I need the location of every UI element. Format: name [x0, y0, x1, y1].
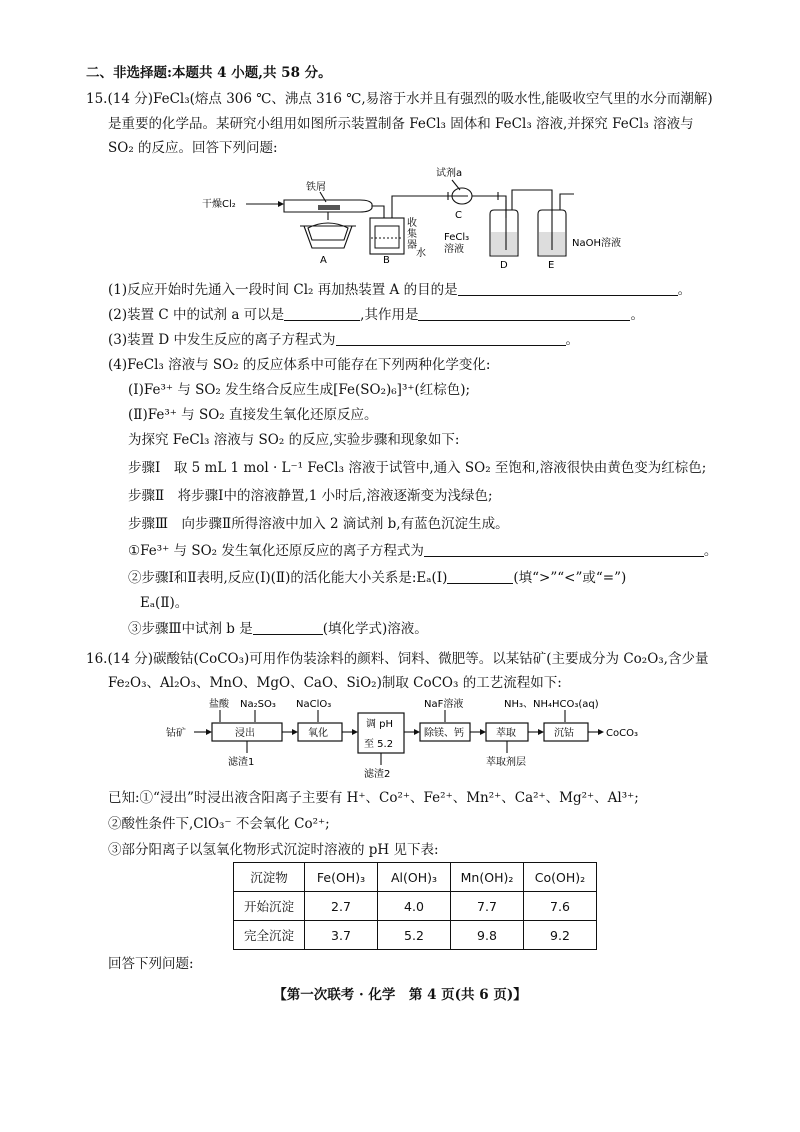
- answer-blank-2a[interactable]: [284, 306, 360, 321]
- q15-stem-line1: 15.(14 分)FeCl₃(熔点 306 ℃、沸点 316 ℃,易溶于水并且有强烈的吸水性,能吸收空气里的水分而潮解): [86, 91, 713, 107]
- flow-leach: 浸出: [235, 728, 255, 739]
- dry-cl2-label: 干燥Cl₂: [202, 199, 236, 210]
- q15-part4: (4)FeCl₃ 溶液与 SO₂ 的反应体系中可能存在下列两种化学变化:: [108, 357, 491, 373]
- table-cell: 9.2: [524, 921, 597, 950]
- table-cell: 9.8: [451, 921, 524, 950]
- reagent-a-label: 试剂a: [436, 168, 463, 179]
- q15-sub3-text-a: ③步骤Ⅲ中试剂 b 是: [128, 621, 253, 637]
- q15-part4-reaction-i: (Ⅰ)Fe³⁺ 与 SO₂ 发生络合反应生成[Fe(SO₂)₆]³⁺(红棕色);: [128, 382, 471, 398]
- q15-part2-text-a: (2)装置 C 中的试剂 a 可以是: [108, 307, 285, 323]
- q15-sub1: [128, 542, 717, 560]
- q15-part2-text-b: ,其作用是: [360, 307, 419, 323]
- flow-oxidize: 氧化: [308, 728, 328, 739]
- step-2: 步骤Ⅱ 将步骤Ⅰ中的溶液静置,1 小时后,溶液逐渐变为浅绿色;: [128, 488, 493, 504]
- table-row: [234, 921, 597, 950]
- collector-label-2: 集: [407, 229, 417, 240]
- naoh-solution-label: NaOH溶液: [572, 238, 621, 249]
- table-cell: 沉淀物: [234, 863, 305, 892]
- flow-remove: 除镁、钙: [424, 728, 464, 739]
- label-e: E: [548, 260, 555, 271]
- section-title: 二、非选择题:本题共 4 小题,共 58 分。: [86, 65, 332, 81]
- q15-part3-text: (3)装置 D 中发生反应的离子方程式为: [108, 332, 336, 348]
- answer-blank-3[interactable]: [336, 331, 566, 346]
- q16-stem-line1: 16.(14 分)碳酸钴(CoCO₃)可用作伪装涂料的颜料、饲料、微肥等。以某钴矿(主要成分为 Co₂O₃,含少量: [86, 651, 709, 667]
- flow-extractant: 萃取剂层: [486, 757, 526, 768]
- q16-known-2: ②酸性条件下,ClO₃⁻ 不会氧化 Co²⁺;: [108, 816, 330, 832]
- table-cell: 3.7: [305, 921, 378, 950]
- table-cell: Al(OH)₃: [378, 863, 451, 892]
- q15-part2: [108, 306, 644, 324]
- flow-residue2: 滤渣2: [364, 769, 391, 780]
- flow-ph1: 调 pH: [366, 719, 394, 730]
- answer-blank-sub1[interactable]: [424, 542, 704, 557]
- fecl3-solution-label-1: FeCl₃: [444, 232, 470, 243]
- collector-label-1: 收: [407, 218, 417, 229]
- q15-sub2-text-a: ②步骤Ⅰ和Ⅱ表明,反应(Ⅰ)(Ⅱ)的活化能大小关系是:Eₐ(Ⅰ): [128, 570, 448, 586]
- answer-blank-1[interactable]: [458, 281, 678, 296]
- iron-filings-label: 铁屑: [306, 182, 326, 193]
- flow-extract: 萃取: [496, 728, 516, 739]
- q15-part4-reaction-ii: (Ⅱ)Fe³⁺ 与 SO₂ 直接发生氧化还原反应。: [128, 407, 378, 423]
- table-cell: 开始沉淀: [234, 892, 305, 921]
- flow-product: CoCO₃: [606, 728, 638, 739]
- q15-part3-period: 。: [565, 332, 580, 348]
- flow-ph2: 至 5.2: [364, 739, 394, 750]
- q15-part4-intro: 为探究 FeCl₃ 溶液与 SO₂ 的反应,实验步骤和现象如下:: [128, 432, 460, 448]
- label-a: A: [320, 255, 327, 266]
- table-cell: Mn(OH)₂: [451, 863, 524, 892]
- label-c: C: [455, 210, 462, 221]
- table-cell: 完全沉淀: [234, 921, 305, 950]
- q15-sub1-text: ①Fe³⁺ 与 SO₂ 发生氧化还原反应的离子方程式为: [128, 543, 424, 559]
- flow-naclo3: NaClO₃: [296, 699, 332, 710]
- table-cell: 7.6: [524, 892, 597, 921]
- answer-blank-sub3[interactable]: [253, 620, 323, 635]
- q15-sub2-cont: Eₐ(Ⅱ)。: [140, 595, 189, 611]
- q16-stem-line2: Fe₂O₃、Al₂O₃、MnO、MgO、CaO、SiO₂)制取 CoCO₃ 的工艺流程如下:: [108, 675, 562, 691]
- table-cell: Co(OH)₂: [524, 863, 597, 892]
- page-footer: 【第一次联考 · 化学 第 4 页(共 6 页)】: [273, 987, 527, 1003]
- step-1: 步骤Ⅰ 取 5 mL 1 mol · L⁻¹ FeCl₃ 溶液于试管中,通入 SO₂ 至饱和,溶液很快由黄色变为红棕色;: [128, 460, 707, 476]
- q15-part1-period: 。: [677, 282, 692, 298]
- ph-table: [233, 862, 597, 950]
- q15-part2-period: 。: [630, 307, 644, 323]
- table-row: [234, 892, 597, 921]
- answer-blank-sub2[interactable]: [447, 569, 513, 584]
- table-cell: Fe(OH)₃: [305, 863, 378, 892]
- q15-stem-line3: SO₂ 的反应。回答下列问题:: [108, 140, 278, 156]
- label-b: B: [383, 255, 390, 266]
- step-3: 步骤Ⅲ 向步骤Ⅱ所得溶液中加入 2 滴试剂 b,有蓝色沉淀生成。: [128, 516, 509, 532]
- iron-filings: [318, 205, 340, 210]
- q16-known-1: 已知:①“浸出”时浸出液含阳离子主要有 H⁺、Co²⁺、Fe²⁺、Mn²⁺、Ca²⁺、Mg²⁺、Al³⁺;: [108, 790, 639, 806]
- flow-nh3: NH₃、NH₄HCO₃(aq): [504, 699, 599, 710]
- apparatus-diagram: [200, 160, 660, 272]
- flow-naf: NaF溶液: [424, 699, 464, 710]
- fecl3-solution-label-2: 溶液: [444, 244, 464, 255]
- q15-sub1-period: 。: [703, 543, 718, 559]
- q15-part1-text: (1)反应开始时先通入一段时间 Cl₂ 再加热装置 A 的目的是: [108, 282, 458, 298]
- q15-sub3: [128, 620, 428, 638]
- q15-sub2: [128, 569, 626, 587]
- q15-part1: [108, 281, 691, 299]
- q15-stem-line2: 是重要的化学品。某研究小组用如图所示装置制备 FeCl₃ 固体和 FeCl₃ 溶液,并探究 FeCl₃ 溶液与: [108, 116, 694, 132]
- flow-hcl: 盐酸: [209, 699, 229, 710]
- q16-answer-prompt: 回答下列问题:: [108, 956, 194, 972]
- process-flow-diagram: [160, 695, 700, 787]
- label-d: D: [500, 260, 508, 271]
- collector-label-3: 器: [407, 240, 417, 251]
- table-cell: 7.7: [451, 892, 524, 921]
- table-cell: 4.0: [378, 892, 451, 921]
- q16-known-3: ③部分阳离子以氢氧化物形式沉淀时溶液的 pH 见下表:: [108, 842, 439, 858]
- table-cell: 2.7: [305, 892, 378, 921]
- flow-ore: 钴矿: [166, 728, 186, 739]
- q15-sub3-text-b: (填化学式)溶液。: [322, 621, 428, 637]
- flow-residue1: 滤渣1: [228, 757, 255, 768]
- table-cell: 5.2: [378, 921, 451, 950]
- q15-part3: [108, 331, 579, 349]
- q15-sub2-text-b: (填“>”“<”或“=”): [513, 570, 627, 586]
- flow-na2so3: Na₂SO₃: [240, 699, 276, 710]
- answer-blank-2b[interactable]: [418, 306, 630, 321]
- flow-precip: 沉钴: [554, 728, 574, 739]
- table-header-row: [234, 863, 597, 892]
- water-label: 水: [416, 248, 426, 259]
